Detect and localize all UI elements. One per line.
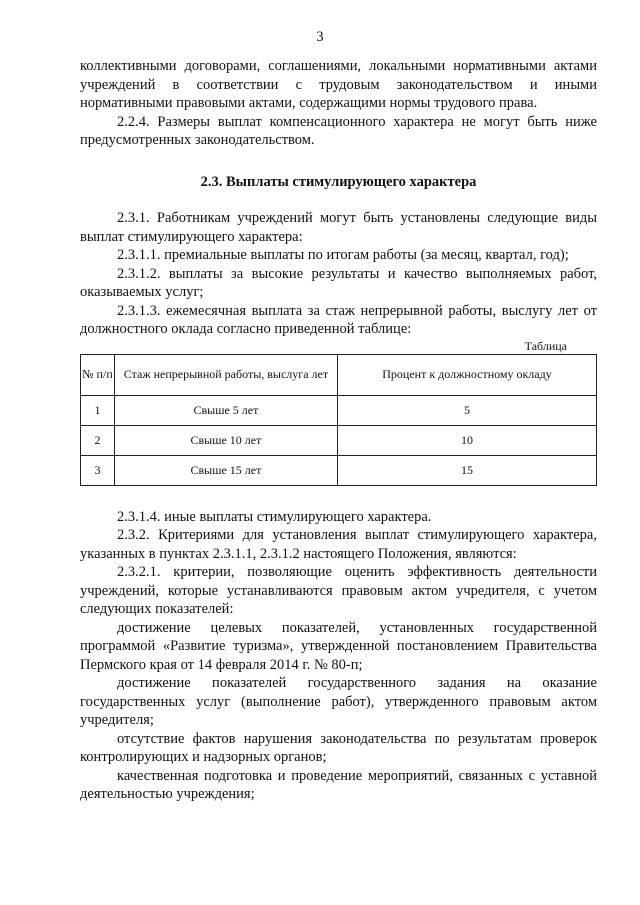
paragraph: 2.3.1. Работникам учреждений могут быть установлены следующие виды выплат стимулирующего характера: — [80, 210, 597, 245]
paragraph: отсутствие фактов нарушения законодательства по результатам проверок контролирующих и надзорных органов; — [80, 730, 597, 765]
table-cell: 10 — [338, 425, 597, 455]
page-number: 3 — [316, 29, 324, 45]
table-caption: Таблица — [524, 338, 567, 353]
paragraph: 2.3.2.1. критерии, позволяющие оценить эффективность деятельности учреждений, которые устанавливаются правовым актом учредителя, с учетом следующих показателей: — [80, 564, 597, 617]
section-heading: 2.3. Выплаты стимулирующего характера — [200, 173, 477, 190]
table-cell: Свыше 5 лет — [114, 395, 337, 425]
table-cell: 1 — [81, 395, 115, 425]
seniority-table — [80, 354, 597, 486]
paragraph: 2.2.4. Размеры выплат компенсационного характера не могут быть ниже предусмотренных законодательством. — [80, 113, 597, 148]
paragraph: качественная подготовка и проведение мероприятий, связанных с уставной деятельностью учреждения; — [80, 767, 597, 802]
table-row — [81, 455, 597, 485]
table-row — [81, 395, 597, 425]
paragraph: 2.3.1.3. ежемесячная выплата за стаж непрерывной работы, выслугу лет от должностного оклада согласно приведенной таблице: — [80, 302, 597, 337]
paragraph: 2.3.1.4. иные выплаты стимулирующего характера. — [117, 508, 432, 525]
table-cell: Свыше 15 лет — [114, 455, 337, 485]
table-header-cell: Стаж непрерывной работы, выслуга лет — [114, 354, 337, 395]
document-body — [80, 57, 597, 804]
paragraph: 2.3.1.2. выплаты за высокие результаты и качество выполняемых работ, оказываемых услуг; — [80, 265, 597, 300]
table-cell: 15 — [338, 455, 597, 485]
paragraph: 2.3.2. Критериями для установления выплат стимулирующего характера, указанных в пунктах 2.3.1.1, 2.3.1.2 настоящего Положения, являются: — [80, 527, 597, 562]
table-row — [81, 425, 597, 455]
table-cell: 5 — [338, 395, 597, 425]
paragraph: достижение целевых показателей, установленных государственной программой «Развитие туризма», утвержденной постановлением Правительства Пермского края от 14 февраля 2014 г. № 80-п; — [80, 619, 597, 673]
table-cell: 2 — [81, 425, 115, 455]
paragraph: 2.3.1.1. премиальные выплаты по итогам работы (за месяц, квартал, год); — [117, 247, 569, 263]
paragraph: достижение показателей государственного задания на оказание государственных услуг (выполнение работ), утвержденного правовым актом учредителя; — [80, 675, 597, 728]
table-header-cell: Процент к должностному окладу — [338, 354, 597, 395]
table-header-cell: № п/п — [81, 354, 115, 395]
table-header-row — [81, 354, 597, 395]
table-cell: 3 — [81, 455, 115, 485]
table-cell: Свыше 10 лет — [114, 425, 337, 455]
paragraph: коллективными договорами, соглашениями, локальными нормативными актами учреждений в соответствии с трудовым законодательством и иными нормативными правовыми актами, содержащими нормы трудового права. — [80, 58, 597, 111]
